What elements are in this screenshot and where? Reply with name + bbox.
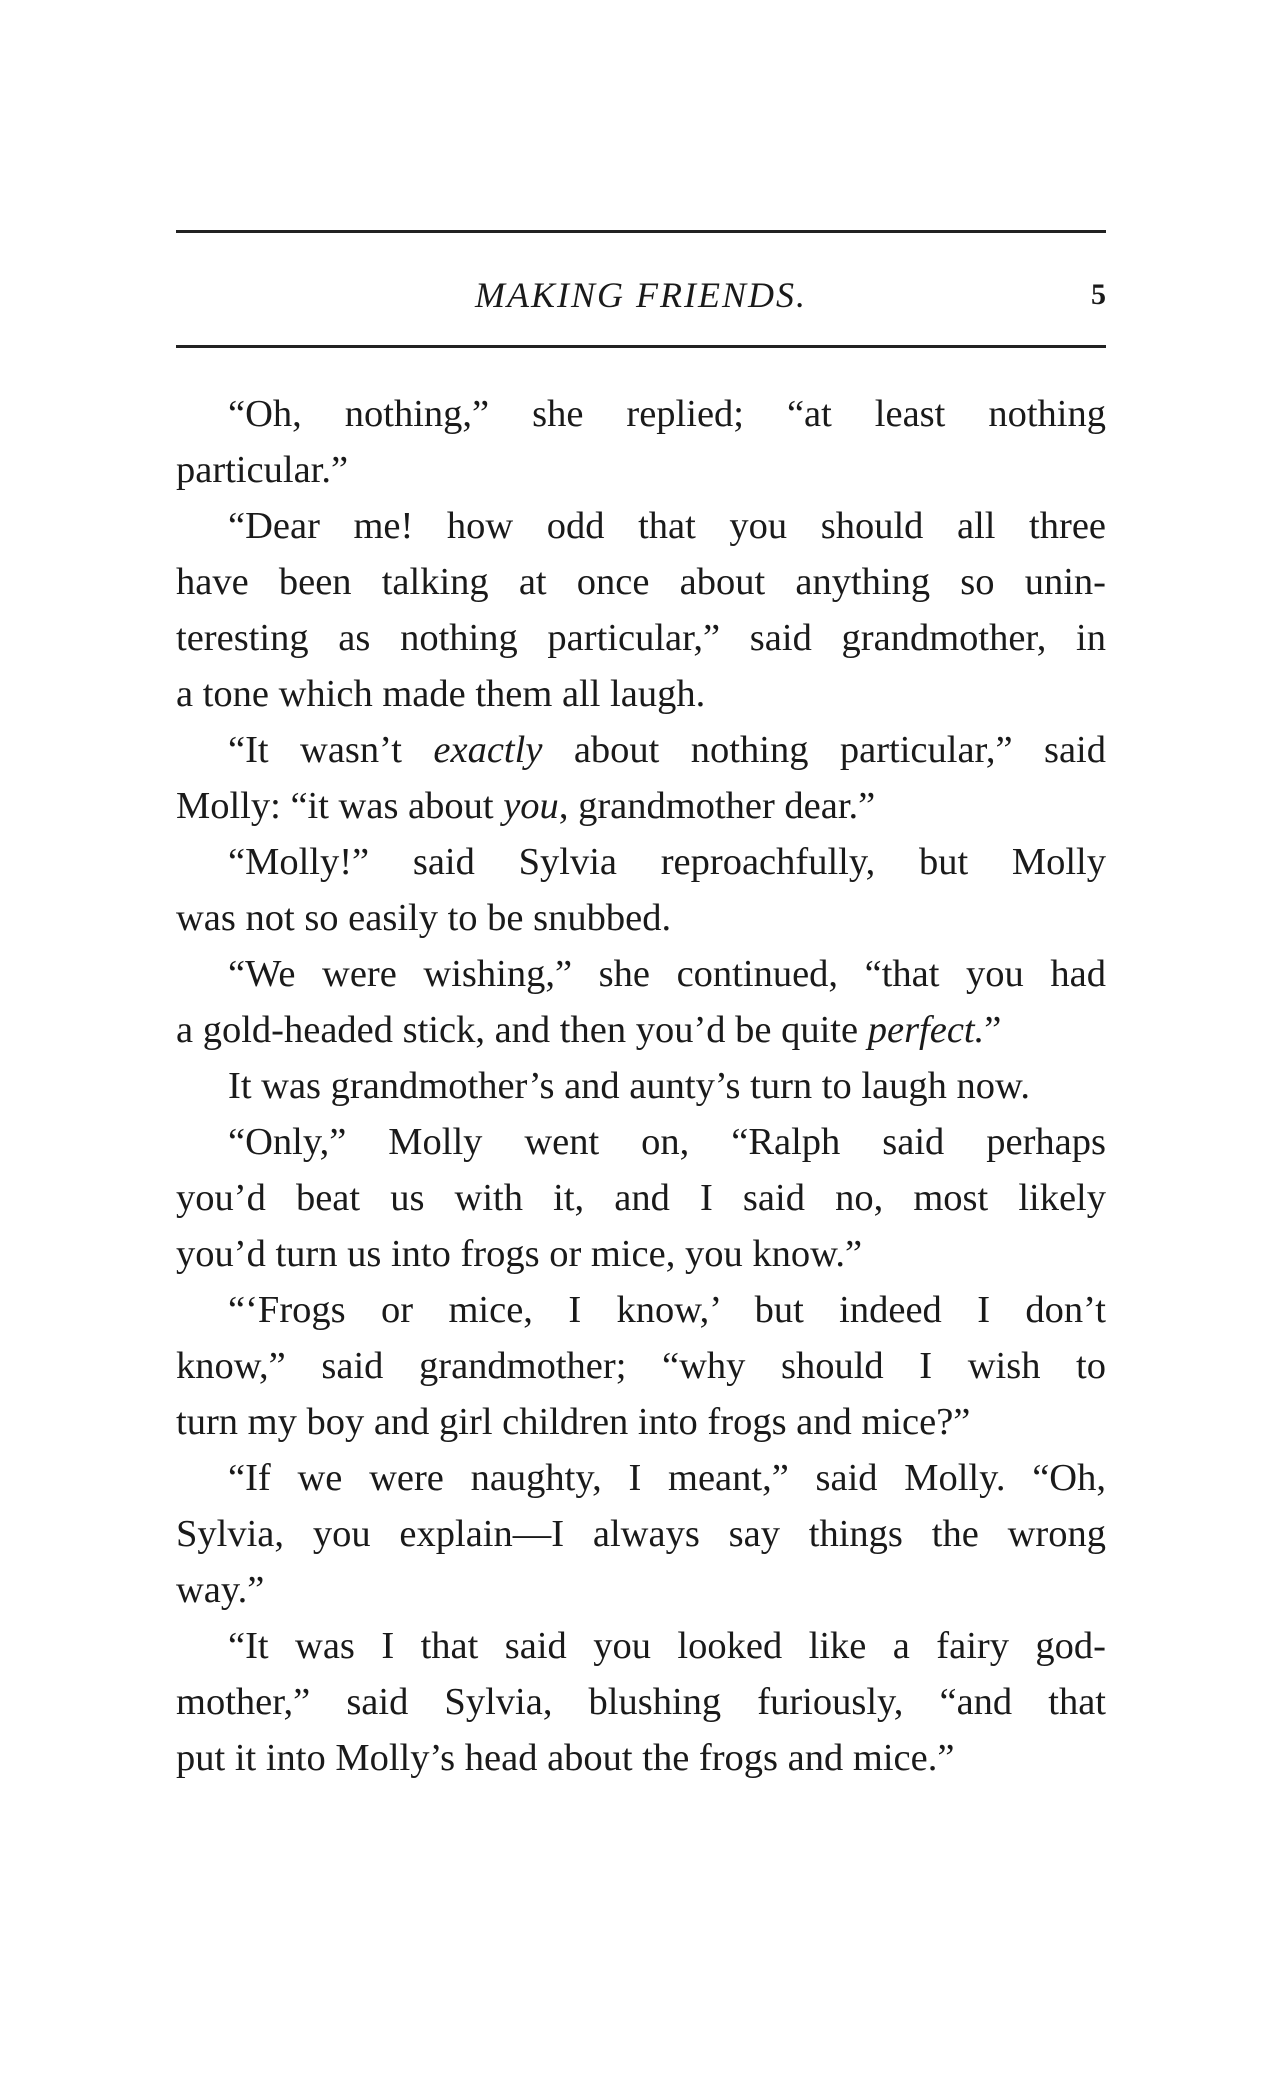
- text-line: “Oh, nothing,” she replied; “at least nothing: [228, 393, 1106, 435]
- text-line: you’d beat us with it, and I said no, most likely: [176, 1177, 1106, 1219]
- text-line: “We were wishing,” she continued, “that you had: [228, 953, 1106, 995]
- text-line: “Molly!” said Sylvia reproachfully, but Molly: [228, 841, 1106, 883]
- text-line: Sylvia, you explain—I always say things the wrong: [176, 1513, 1106, 1555]
- text-line: “It was I that said you looked like a fairy god-: [228, 1625, 1106, 1667]
- text-line: know,” said grandmother; “why should I wish to: [176, 1345, 1106, 1387]
- emphasis: perfect.: [867, 1009, 985, 1051]
- emphasis: you: [503, 785, 559, 827]
- text-line: “If we were naughty, I meant,” said Molly. “Oh,: [228, 1457, 1106, 1499]
- body-text: [176, 386, 1106, 1786]
- text-line: turn my boy and girl children into frogs and mice?”: [176, 1401, 971, 1443]
- text-line: mother,” said Sylvia, blushing furiously, “and that: [176, 1681, 1106, 1723]
- text-line: you’d turn us into frogs or mice, you know.”: [176, 1233, 863, 1275]
- text-line: have been talking at once about anything so unin-: [176, 561, 1106, 603]
- header-top-rule: [176, 230, 1106, 233]
- emphasis: exactly: [433, 729, 543, 771]
- text-line: It was grandmother’s and aunty’s turn to laugh now.: [228, 1065, 1030, 1107]
- text-line: “Only,” Molly went on, “Ralph said perhaps: [228, 1121, 1106, 1163]
- header-bottom-rule: [176, 345, 1106, 348]
- text-line: “‘Frogs or mice, I know,’ but indeed I don’t: [228, 1289, 1106, 1331]
- chapter-title: MAKING FRIENDS.: [475, 275, 807, 315]
- text-line: particular.”: [176, 449, 349, 491]
- text-line: was not so easily to be snubbed.: [176, 897, 672, 939]
- page-number: 5: [1091, 278, 1106, 311]
- text-line: put it into Molly’s head about the frogs and mice.”: [176, 1737, 955, 1779]
- text-line: a gold-headed stick, and then you’d be quite perfect.”: [176, 1009, 1002, 1051]
- text-line: a tone which made them all laugh.: [176, 673, 706, 715]
- text-line: teresting as nothing particular,” said grandmother, in: [176, 617, 1106, 659]
- text-line: Molly: “it was about you, grandmother dear.”: [176, 785, 876, 827]
- text-line: way.”: [176, 1569, 265, 1611]
- running-head: [176, 270, 1106, 320]
- text-line: “Dear me! how odd that you should all three: [228, 505, 1106, 547]
- text-line: “It wasn’t exactly about nothing particular,” said: [228, 729, 1106, 771]
